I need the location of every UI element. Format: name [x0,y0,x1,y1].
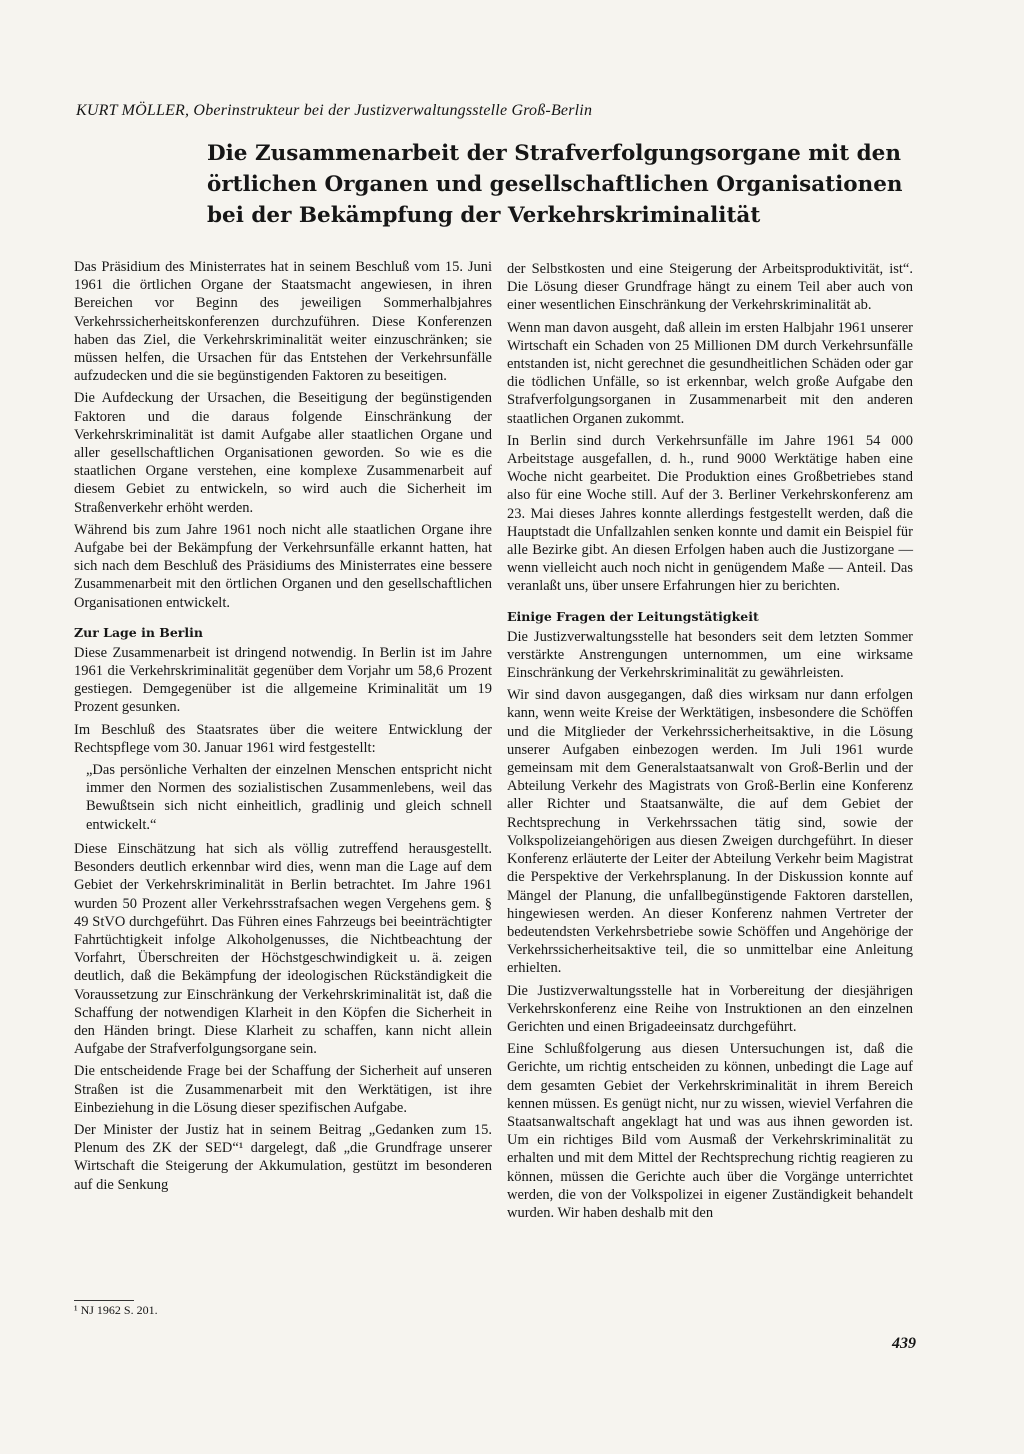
paragraph: Der Minister der Justiz hat in seinem Beitrag „Gedanken zum 15. Plenum des ZK der SED“¹ dargelegt, daß „die Grundfrage unserer Wirtschaft die Steigerung der Akkumulation, gestützt im besonderen auf die Senkung [74,1121,492,1193]
section-heading: Einige Fragen der Leitungstätigkeit [507,608,759,624]
paragraph: Im Beschluß des Staatsrates über die weitere Entwicklung der Rechtspflege vom 30. Januar 1961 wird festgestellt: [74,721,492,756]
paragraph: Die Justizverwaltungsstelle hat in Vorbereitung der diesjährigen Verkehrskonferenz eine Reihe von Instruktionen an den einzelnen Gerichten und einen Brigadeeinsatz durchgeführt. [507,982,913,1035]
page-number: 439 [892,1335,916,1352]
paragraph: Die entscheidende Frage bei der Schaffung der Sicherheit auf unseren Straßen ist die Zusammenarbeit mit den Werktätigen, ist ihre Einbeziehung in die Lösung dieser spezifischen Aufgabe. [74,1063,492,1116]
left-column [74,258,492,1198]
title-line: bei der Bekämpfung der Verkehrskriminalität [207,203,761,228]
paragraph: Diese Zusammenarbeit ist dringend notwendig. In Berlin ist im Jahre 1961 die Verkehrskriminalität gegenüber dem Vorjahr um 58,6 Prozent gestiegen. Demgegenüber ist die allgemeine Kriminalität um 19 Prozent gesunken. [74,644,492,716]
title-line: örtlichen Organen und gesellschaftlichen Organisationen [207,172,903,197]
footnote-rule [74,1300,134,1301]
right-column [507,260,913,1226]
paragraph: Die Aufdeckung der Ursachen, die Beseitigung der begünstigenden Faktoren und die daraus folgende Einschränkung der Verkehrskriminalität ist damit Aufgabe aller staatlichen Organe und aller gesellschaftlichen Organisationen geworden. So wie es die staatlichen Organe verstehen, eine komplexe Zusammenarbeit auf diesem Gebiet zu entwickeln, so wird auch die Sicherheit im Straßenverkehr erhöht werden. [74,390,492,516]
paragraph: der Selbstkosten und eine Steigerung der Arbeitsproduktivität, ist“. Die Lösung dieser Grundfrage hängt zu einem Teil aber auch von einer wesentlichen Einschränkung der Verkehrskriminalität ab. [507,261,913,314]
paragraph: Die Justizverwaltungsstelle hat besonders seit dem letzten Sommer verstärkte Anstrengungen unternommen, um eine wirksame Einschränkung der Verkehrskriminalität zu gewährleisten. [507,628,913,682]
paragraph: Wenn man davon ausgeht, daß allein im ersten Halbjahr 1961 unserer Wirtschaft ein Schaden von 25 Millionen DM durch Verkehrsunfälle entstanden ist, nicht gerechnet die gesundheitlichen Schäden oder gar die tödlichen Unfälle, so ist erkennbar, welch große Aufgabe den Strafverfolgungsorganen in Zusammenarbeit mit den anderen staatlichen Organen zukommt. [507,319,913,427]
paragraph: In Berlin sind durch Verkehrsunfälle im Jahre 1961 54 000 Arbeitstage ausgefallen, d. h., rund 9000 Werktätige haben eine Woche nicht gearbeitet. Die Produktion eines Großbetriebes stand also für eine Woche still. Auf der 3. Berliner Verkehrskonferenz am 23. Mai dieses Jahres konnte allerdings festgestellt werden, daß die Hauptstadt die Unfallzahlen senken konnte und damit ein Beispiel für alle Bezirke gibt. An diesen Erfolgen haben auch die Justizorgane — wenn vielleicht auch noch nicht in genügendem Maße — Anteil. Das veranlaßt uns, über unsere Erfahrungen hier zu berichten. [507,432,913,595]
title-line: Die Zusammenarbeit der Strafverfolgungsorgane mit den [207,141,901,166]
paragraph: Das Präsidium des Ministerrates hat in seinem Beschluß vom 15. Juni 1961 die örtlichen Organe der Staatsmacht angewiesen, in ihren Bereichen vor Beginn des jeweiligen Sommerhalbjahres Verkehrssicherheitskonferenzen durchzuführen. Diese Konferenzen haben das Ziel, die Verkehrskriminalität weiter einzuschränken; sie müssen helfen, die Ursachen für das Entstehen der Verkehrsunfälle aufzudecken und die sie begünstigenden Faktoren zu beseitigen. [74,259,492,385]
paragraph: Wir sind davon ausgegangen, daß dies wirksam nur dann erfolgen kann, wenn weite Kreise der Werktätigen, insbesondere die Schöffen und die Mitglieder der Verkehrssicherheitsaktive, in die Lösung unserer Aufgaben einbezogen werden. Im Juli 1961 wurde gemeinsam mit dem Generalstaatsanwalt von Groß-Berlin und der Abteilung Verkehr des Magistrats von Groß-Berlin eine Konferenz aller Richter und Staatsanwälte, die auf dem Gebiet der Rechtsprechung in Verkehrssachen tätig sind, sowie der Volkspolizeiangehörigen aus diesen Zweigen durchgeführt. In dieser Konferenz erläuterte der Leiter der Abteilung Verkehr beim Magistrat die Perspektive der Verkehrsplanung. In der Diskussion konnte auf Mängel der Planung, die unfallbegünstigende Faktoren darstellen, hingewiesen werden. An dieser Konferenz nahmen Vertreter der bedeutendsten Verkehrsbetriebe sowie Schöffen und Angehörige der Verkehrssicherheitsaktive teil, die so unmittelbar eine Anleitung erhielten. [507,687,913,977]
paragraph: Während bis zum Jahre 1961 noch nicht alle staatlichen Organe ihre Aufgabe bei der Bekämpfung der Verkehrsunfälle erkannt hatten, hat sich nach dem Beschluß des Präsidiums des Ministerrates eine bessere Zusammenarbeit mit den örtlichen Organen und den gesellschaftlichen Organisationen entwickelt. [74,521,492,611]
quotation: „Das persönliche Verhalten der einzelnen Menschen entspricht nicht immer den Normen des sozialistischen Zusammenlebens, weil das Bewußtsein sich nicht einheitlich, gradlinig und gleich schnell entwickelt.“ [86,762,492,833]
section-heading: Zur Lage in Berlin [74,624,203,640]
author-line: KURT MÖLLER, Oberinstrukteur bei der Justizverwaltungsstelle Groß-Berlin [76,102,593,119]
paragraph: Eine Schlußfolgerung aus diesen Untersuchungen ist, daß die Gerichte, um richtig entscheiden zu können, unbedingt die Lage auf dem gesamten Gebiet der Verkehrskriminalität in ihrem Bereich kennen müssen. Es genügt nicht, nur zu wissen, wieviel Verfahren die Staatsanwaltschaft angeklagt hat und was aus ihnen geworden ist. Um ein richtiges Bild vom Ausmaß der Verkehrskriminalität zu erhalten und mit dem Mittel der Rechtsprechung richtig reagieren zu können, müssen die Gerichte auch über die Vorgänge unterrichtet werden, die von der Volkspolizei in eigener Zuständigkeit behandelt wurden. Wir haben deshalb mit den [507,1041,913,1221]
paragraph: Diese Einschätzung hat sich als völlig zutreffend herausgestellt. Besonders deutlich erkennbar wird dies, wenn man die Lage auf dem Gebiet der Verkehrskriminalität in Berlin betrachtet. Im Jahre 1961 wurden 50 Prozent aller Verkehrsstrafsachen wegen Vergehens gem. § 49 StVO durchgeführt. Das Führen eines Fahrzeugs bei beeinträchtigter Fahrtüchtigkeit infolge Alkoholgenusses, die Nichtbeachtung der Vorfahrt, Überschreiten der Höchstgeschwindigkeit u. ä. zeigen deutlich, daß die Bekämpfung der ideologischen Rückständigkeit die Voraussetzung zur Einschränkung der Verkehrskriminalität ist, daß die Schaffung der notwendigen Klarheit in den Köpfen die Sicherheit in den Händen bringt. Diese Klarheit zu schaffen, kann nicht allein Aufgabe der Strafverfolgungsorgane sein. [74,840,492,1058]
article-title [207,138,927,231]
footnote: ¹ NJ 1962 S. 201. [74,1303,158,1317]
